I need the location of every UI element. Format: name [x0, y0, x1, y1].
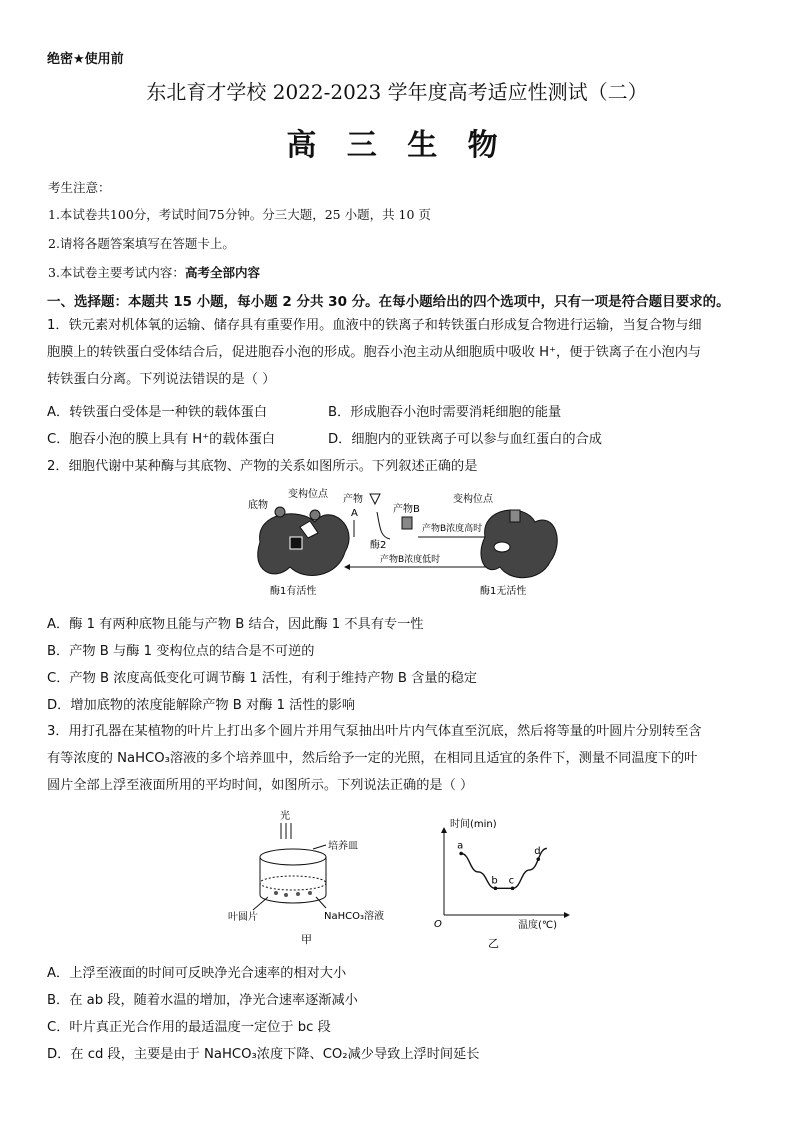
q2-option-b: B．产物 B 与酶 1 变构位点的结合是不可逆的	[47, 644, 315, 659]
enzyme-figure	[230, 482, 570, 602]
enzyme-1-active-shape	[258, 514, 349, 576]
substrate-ball-2	[310, 510, 320, 520]
y-axis-label: 时间(min)	[450, 819, 497, 830]
arrow-low-head	[344, 564, 350, 570]
note-3-prefix: 3.本试卷主要考试内容：	[48, 265, 185, 280]
label-product-b: 产物B	[393, 504, 420, 515]
point-label-d: d	[534, 846, 541, 858]
point-d	[536, 857, 540, 861]
leaf-disc	[274, 891, 278, 895]
label-active: 酶1有活性	[270, 586, 317, 597]
subject-title: 高 三 生 物	[286, 128, 508, 163]
product-b-shape	[402, 517, 412, 529]
label-inactive: 酶1无活性	[480, 586, 527, 597]
point-b	[494, 887, 498, 891]
solution-surface	[260, 876, 326, 890]
question-1-line-1: 1．铁元素对机体氧的运输、储存具有重要作用。血液中的铁离子和转铁蛋白形成复合物进行运输，当复合物与细	[47, 318, 702, 333]
point-label-a: a	[457, 840, 464, 852]
x-axis-arrow	[564, 912, 570, 918]
label-a: A	[351, 508, 358, 519]
question-3-line-3: 圆片全部上浮至液面所用的平均时间，如图所示。下列说法正确的是（ ）	[47, 778, 474, 793]
note-3-bold: 高考全部内容	[184, 265, 260, 280]
question-1-line-3: 转铁蛋白分离。下列说法错误的是（ ）	[47, 372, 276, 387]
product-a-shape	[370, 494, 380, 504]
label-substrate: 底物	[248, 500, 268, 511]
q3-option-c: C．叶片真正光合作用的最适温度一定位于 bc 段	[47, 1020, 331, 1035]
label-dish: 培养皿	[328, 841, 358, 852]
question-3	[47, 718, 747, 799]
question-3-line-1: 3．用打孔器在某植物的叶片上打出多个圆片并用气泵抽出叶片内气体直至沉底，然后将等量的叶圆片分别转至含	[47, 724, 702, 739]
label-leaf: 叶圆片	[228, 912, 258, 923]
note-2: 2.请将各题答案填写在答题卡上。	[48, 236, 235, 251]
note-1: 1.本试卷共100分，考试时间75分钟。分三大题，25 小题，共 10 页	[48, 207, 431, 222]
bound-product-b	[510, 510, 520, 522]
leaf-disc	[308, 891, 312, 895]
q1-option-c: C．胞吞小泡的膜上具有 H⁺的载体蛋白	[47, 432, 276, 447]
label-allosteric-right: 变构位点	[453, 494, 493, 505]
question-3-line-2: 有等浓度的 NaHCO₃溶液的多个培养皿中，然后给予一定的光照，在相同且适宜的条件下，测量不同温度下的叶	[47, 751, 698, 766]
notes-heading: 考生注意：	[48, 180, 111, 195]
q2-option-d: D．增加底物的浓度能解除产物 B 对酶 1 活性的影响	[47, 698, 356, 713]
substrate-ball	[275, 507, 285, 517]
point-a	[459, 852, 463, 856]
confidential-mark: 绝密★使用前	[47, 52, 124, 67]
q2-option-a: A．酶 1 有两种底物且能与产物 B 结合，因此酶 1 不具有专一性	[47, 617, 424, 632]
q3-option-b: B．在 ab 段，随着水温的增加，净光合速率逐渐减小	[47, 993, 358, 1008]
label-solution: NaHCO₃溶液	[324, 911, 384, 922]
dish-top	[260, 849, 326, 865]
caption-a: 甲	[301, 933, 312, 946]
note-3	[48, 263, 260, 281]
question-2-stem: 2．细胞代谢中某种酶与其底物、产物的关系如图所示。下列叙述正确的是	[47, 459, 478, 474]
caption-b: 乙	[488, 937, 499, 950]
q1-option-b: B．形成胞吞小泡时需要消耗细胞的能量	[328, 405, 562, 420]
label-high: 产物B浓度高时	[422, 524, 483, 534]
leader-solution	[316, 897, 326, 908]
dish-bottom	[260, 895, 326, 903]
bound-substrate	[290, 537, 302, 549]
question-1-line-2: 胞膜上的转铁蛋白受体结合后，促进胞吞小泡的形成。胞吞小泡主动从细胞质中吸收 H⁺，便于铁离子在小泡内与	[47, 345, 702, 360]
label-product-a: 产物	[343, 494, 363, 505]
distorted-site	[494, 542, 510, 552]
q1-option-d: D．细胞内的亚铁离子可以参与血红蛋白的合成	[328, 432, 602, 447]
label-low: 产物B浓度低时	[380, 555, 441, 565]
figure-a-dish	[228, 805, 408, 950]
point-c	[511, 887, 515, 891]
section-1-heading: 一、选择题：本题共 15 小题，每小题 2 分共 30 分。在每小题给出的四个选项中，只有一项是符合题目要求的。	[47, 294, 730, 310]
leader-dish	[313, 845, 326, 849]
leader-leaf	[253, 897, 268, 910]
exam-title: 东北育才学校 2022-2023 学年度高考适应性测试（二）	[146, 80, 648, 104]
question-1	[47, 312, 747, 393]
leaf-disc	[284, 893, 288, 897]
x-axis-label: 温度(℃)	[518, 920, 558, 931]
figure-b-chart	[430, 815, 580, 950]
origin-label: O	[434, 919, 442, 930]
label-enzyme2: 酶2	[370, 540, 387, 551]
arrow-enzyme2	[377, 512, 390, 539]
q2-option-c: C．产物 B 浓度高低变化可调节酶 1 活性，有利于维持产物 B 含量的稳定	[47, 671, 478, 686]
curve-layer	[457, 841, 547, 891]
label-allosteric-left: 变构位点	[288, 489, 328, 500]
q3-option-d: D．在 cd 段，主要是由于 NaHCO₃浓度下降、CO₂减少导致上浮时间延长	[47, 1047, 480, 1062]
q3-option-a: A．上浮至液面的时间可反映净光合速率的相对大小	[47, 966, 347, 981]
y-axis-arrow	[441, 827, 447, 833]
point-label-c: c	[508, 875, 515, 887]
leaf-disc	[296, 892, 300, 896]
q1-option-a: A．转铁蛋白受体是一种铁的载体蛋白	[47, 405, 268, 420]
label-light: 光	[280, 811, 290, 822]
point-label-b: b	[491, 875, 498, 887]
